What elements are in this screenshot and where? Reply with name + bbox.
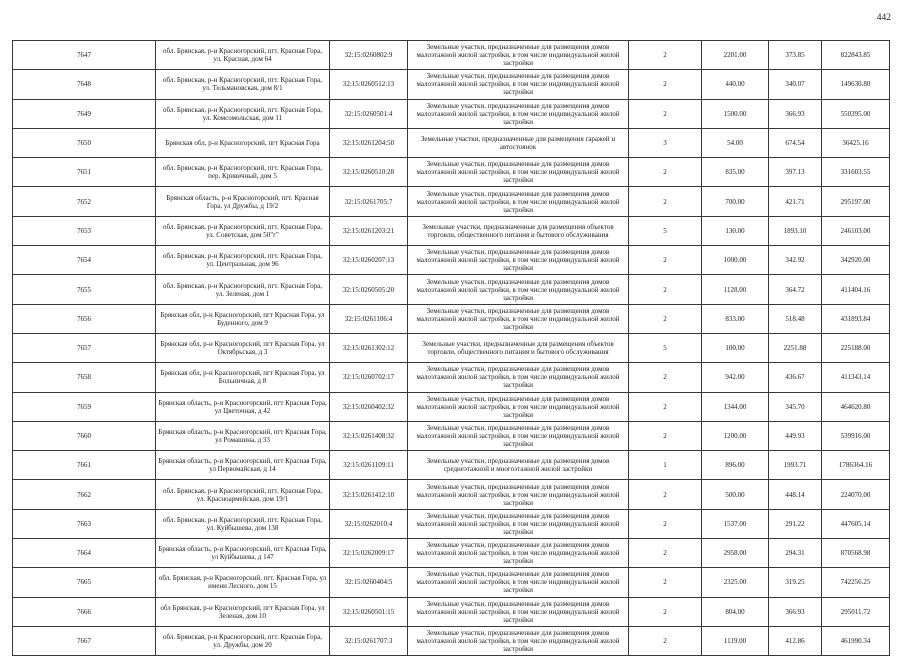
cadastral-value-cell: 225188.00	[822, 333, 890, 362]
area-cell: 1119.00	[702, 626, 769, 655]
address-cell: обл. Брянская, р-н Красногорский, пгт. Красная Гора, ул имени Лесного, дом 15	[156, 568, 330, 597]
row-number-cell: 7647	[13, 41, 156, 70]
table-row	[13, 41, 890, 70]
group-cell: 2	[629, 626, 702, 655]
group-cell: 2	[629, 480, 702, 509]
cadastral-number-cell: 32:15:0261705:7	[330, 187, 408, 216]
permitted-use-cell: Земельные участки, предназначенные для размещения домов малоэтажной жилой застройки, в том числе индивидуальной жилой застройки	[408, 568, 629, 597]
area-cell: 440.00	[702, 70, 769, 99]
cadastral-number-cell: 32:15:0262009:17	[330, 539, 408, 568]
area-cell: 100.00	[702, 333, 769, 362]
unit-cost-cell: 342.92	[769, 246, 822, 275]
permitted-use-cell: Земельные участки, предназначенные для размещения домов малоэтажной жилой застройки, в том числе индивидуальной жилой застройки	[408, 158, 629, 187]
address-cell: обл. Брянская, р-н Красногорский, пгт. Красная Гора, ул. Красноармейская, дом 19/1	[156, 480, 330, 509]
row-number-cell: 7655	[13, 275, 156, 304]
row-number-cell: 7663	[13, 509, 156, 538]
address-cell: обл. Брянская, р-н Красногорский, пгт. Красная Гора, ул. Дружбы, дом 20	[156, 626, 330, 655]
group-cell: 2	[629, 568, 702, 597]
cadastral-value-cell: 742256.25	[822, 568, 890, 597]
row-number-cell: 7661	[13, 451, 156, 480]
cadastral-value-table	[12, 40, 890, 656]
address-cell: Брянская обл, р-н Красногорский, пгт Красная Гора, ул Октябрьская, д 3	[156, 333, 330, 362]
cadastral-number-cell: 32:15:0260505:20	[330, 275, 408, 304]
row-number-cell: 7658	[13, 363, 156, 392]
group-cell: 2	[629, 509, 702, 538]
permitted-use-cell: Земельные участки, предназначенные для размещения домов малоэтажной жилой застройки, в том числе индивидуальной жилой застройки	[408, 421, 629, 450]
group-cell: 2	[629, 41, 702, 70]
address-cell: обл. Брянская, р-н Красногорский, пгт. Красная Гора, ул. Зеленая, дом 1	[156, 275, 330, 304]
address-cell: обл. Брянская, р-н Красногорский, пгт. Красная Гора, ул. Тельмановская, дом 8/1	[156, 70, 330, 99]
cadastral-number-cell: 32:15:0261707:3	[330, 626, 408, 655]
row-number-cell: 7666	[13, 597, 156, 626]
address-cell: обл. Брянская, р-н Красногорский, пгт. Красная Гора, ул. Советская, дом 50"г"	[156, 216, 330, 245]
row-number-cell: 7657	[13, 333, 156, 362]
group-cell: 3	[629, 128, 702, 157]
area-cell: 2201.00	[702, 41, 769, 70]
cadastral-number-cell: 32:15:0260207:13	[330, 246, 408, 275]
cadastral-number-cell: 32:15:0261203:21	[330, 216, 408, 245]
permitted-use-cell: Земельные участки, предназначенные для размещения домов малоэтажной жилой застройки, в том числе индивидуальной жилой застройки	[408, 597, 629, 626]
area-cell: 130.00	[702, 216, 769, 245]
group-cell: 2	[629, 275, 702, 304]
area-cell: 700.00	[702, 187, 769, 216]
unit-cost-cell: 294.31	[769, 539, 822, 568]
group-cell: 2	[629, 363, 702, 392]
area-cell: 2325.00	[702, 568, 769, 597]
table-row	[13, 70, 890, 99]
table-row	[13, 128, 890, 157]
permitted-use-cell: Земельные участки, предназначенные для размещения домов малоэтажной жилой застройки, в том числе индивидуальной жилой застройки	[408, 480, 629, 509]
cadastral-number-cell: 32:15:0261106:4	[330, 304, 408, 333]
unit-cost-cell: 373.85	[769, 41, 822, 70]
group-cell: 5	[629, 216, 702, 245]
table-row	[13, 480, 890, 509]
row-number-cell: 7650	[13, 128, 156, 157]
cadastral-number-cell: 32:15:0260510:28	[330, 158, 408, 187]
cadastral-number-cell: 32:15:0261412:10	[330, 480, 408, 509]
address-cell: Брянская обл, р-н Красногорский, пгт Красная Гора, ул Буденного, дом 9	[156, 304, 330, 333]
permitted-use-cell: Земельные участки, предназначенные для размещения домов малоэтажной жилой застройки, в том числе индивидуальной жилой застройки	[408, 99, 629, 128]
cadastral-value-cell: 149630.80	[822, 70, 890, 99]
cadastral-value-cell: 461990.34	[822, 626, 890, 655]
address-cell: Брянская область, р-н Красногорский, пгт Красная Гора, ул Первомайская, д 14	[156, 451, 330, 480]
permitted-use-cell: Земельные участки, предназначенные для размещения объектов торговли, общественного питания и бытового обслуживания	[408, 333, 629, 362]
cadastral-value-cell: 224070.00	[822, 480, 890, 509]
cadastral-number-cell: 32:15:0261408:32	[330, 421, 408, 450]
area-cell: 896.00	[702, 451, 769, 480]
permitted-use-cell: Земельные участки, предназначенные для размещения домов малоэтажной жилой застройки, в том числе индивидуальной жилой застройки	[408, 392, 629, 421]
unit-cost-cell: 345.70	[769, 392, 822, 421]
table-row	[13, 304, 890, 333]
address-cell: Брянская обл, р-н Красногорский, пгт Красная Гора, ул Больничная, д 8	[156, 363, 330, 392]
cadastral-value-cell: 870568.98	[822, 539, 890, 568]
permitted-use-cell: Земельные участки, предназначенные для размещения гаражей и автостоянок	[408, 128, 629, 157]
address-cell: обл. Брянская, р-н Красногорский, пгт. Красная Гора, ул. Красная, дом 64	[156, 41, 330, 70]
unit-cost-cell: 436.67	[769, 363, 822, 392]
area-cell: 54.00	[702, 128, 769, 157]
cadastral-value-cell: 822843.85	[822, 41, 890, 70]
table-row	[13, 421, 890, 450]
permitted-use-cell: Земельные участки, предназначенные для размещения домов малоэтажной жилой застройки, в том числе индивидуальной жилой застройки	[408, 187, 629, 216]
cadastral-number-cell: 32:15:0262010:4	[330, 509, 408, 538]
row-number-cell: 7667	[13, 626, 156, 655]
area-cell: 1000.00	[702, 246, 769, 275]
area-cell: 500.00	[702, 480, 769, 509]
cadastral-value-cell: 295011.72	[822, 597, 890, 626]
cadastral-value-cell: 295197.00	[822, 187, 890, 216]
permitted-use-cell: Земельные участки, предназначенные для размещения домов среднеэтажной и многоэтажной жилой застройки	[408, 451, 629, 480]
unit-cost-cell: 412.86	[769, 626, 822, 655]
table-row	[13, 626, 890, 655]
permitted-use-cell: Земельные участки, предназначенные для размещения домов малоэтажной жилой застройки, в том числе индивидуальной жилой застройки	[408, 41, 629, 70]
area-cell: 1344.00	[702, 392, 769, 421]
area-cell: 2958.00	[702, 539, 769, 568]
unit-cost-cell: 2251.88	[769, 333, 822, 362]
unit-cost-cell: 340.07	[769, 70, 822, 99]
unit-cost-cell: 397.13	[769, 158, 822, 187]
cadastral-value-cell: 342920.00	[822, 246, 890, 275]
row-number-cell: 7651	[13, 158, 156, 187]
table-row	[13, 597, 890, 626]
area-cell: 804.00	[702, 597, 769, 626]
area-cell: 1537.00	[702, 509, 769, 538]
unit-cost-cell: 674.54	[769, 128, 822, 157]
address-cell: Брянская область, р-н Красногорский, пгт Красная Гора, ул Куйбышева, д 147	[156, 539, 330, 568]
permitted-use-cell: Земельные участки, предназначенные для размещения домов малоэтажной жилой застройки, в том числе индивидуальной жилой застройки	[408, 275, 629, 304]
row-number-cell: 7662	[13, 480, 156, 509]
group-cell: 2	[629, 187, 702, 216]
cadastral-number-cell: 32:15:0261204:50	[330, 128, 408, 157]
group-cell: 2	[629, 539, 702, 568]
group-cell: 2	[629, 421, 702, 450]
area-cell: 833.00	[702, 304, 769, 333]
cadastral-value-cell: 539916.00	[822, 421, 890, 450]
address-cell: обл. Брянская, р-н Красногорский, пгт. Красная Гора, пер. Кривичный, дом 5	[156, 158, 330, 187]
address-cell: Брянская область, р-н Красногорский, пгт Красная Гора, ул Цветочная, д 42	[156, 392, 330, 421]
row-number-cell: 7659	[13, 392, 156, 421]
row-number-cell: 7653	[13, 216, 156, 245]
address-cell: обл. Брянская, р-н Красногорский, пгт. Красная Гора, ул. Куйбышева, дом 138	[156, 509, 330, 538]
cadastral-value-cell: 1786364.16	[822, 451, 890, 480]
row-number-cell: 7648	[13, 70, 156, 99]
group-cell: 2	[629, 597, 702, 626]
table-row	[13, 568, 890, 597]
unit-cost-cell: 1993.71	[769, 451, 822, 480]
table-row	[13, 539, 890, 568]
area-cell: 835.00	[702, 158, 769, 187]
unit-cost-cell: 449.93	[769, 421, 822, 450]
cadastral-number-cell: 32:15:0260802:9	[330, 41, 408, 70]
permitted-use-cell: Земельные участки, предназначенные для размещения домов малоэтажной жилой застройки, в том числе индивидуальной жилой застройки	[408, 304, 629, 333]
table-row	[13, 275, 890, 304]
address-cell: обл. Брянская, р-н Красногорский, пгт. Красная Гора, ул. Комсомольская, дом 11	[156, 99, 330, 128]
area-cell: 942.00	[702, 363, 769, 392]
cadastral-number-cell: 32:15:0260404:5	[330, 568, 408, 597]
group-cell: 2	[629, 246, 702, 275]
unit-cost-cell: 366.93	[769, 99, 822, 128]
row-number-cell: 7652	[13, 187, 156, 216]
address-cell: обл. Брянская, р-н Красногорский, пгт. Красная Гора, ул. Центральная, дом 96	[156, 246, 330, 275]
unit-cost-cell: 448.14	[769, 480, 822, 509]
address-cell: Брянская область, р-н Красногорский, пгт Красная Гора, ул Ромашина, д 33	[156, 421, 330, 450]
cadastral-value-cell: 411343.14	[822, 363, 890, 392]
permitted-use-cell: Земельные участки, предназначенные для размещения домов малоэтажной жилой застройки, в том числе индивидуальной жилой застройки	[408, 70, 629, 99]
row-number-cell: 7664	[13, 539, 156, 568]
group-cell: 2	[629, 158, 702, 187]
permitted-use-cell: Земельные участки, предназначенные для размещения домов малоэтажной жилой застройки, в том числе индивидуальной жилой застройки	[408, 509, 629, 538]
table-row	[13, 509, 890, 538]
cadastral-number-cell: 32:15:0260402:32	[330, 392, 408, 421]
table-body	[13, 41, 890, 656]
cadastral-number-cell: 32:15:0260702:17	[330, 363, 408, 392]
cadastral-number-cell: 32:15:0260512:13	[330, 70, 408, 99]
cadastral-number-cell: 32:15:0260501:4	[330, 99, 408, 128]
table-row	[13, 187, 890, 216]
permitted-use-cell: Земельные участки, предназначенные для размещения домов малоэтажной жилой застройки, в том числе индивидуальной жилой застройки	[408, 539, 629, 568]
group-cell: 2	[629, 99, 702, 128]
address-cell: обл Брянская, р-н Красногорский, пгт Красная Гора, ул Зеленая, дом 10	[156, 597, 330, 626]
row-number-cell: 7656	[13, 304, 156, 333]
area-cell: 1500.00	[702, 99, 769, 128]
cadastral-number-cell: 32:15:0261109:11	[330, 451, 408, 480]
table-row	[13, 246, 890, 275]
unit-cost-cell: 421.71	[769, 187, 822, 216]
permitted-use-cell: Земельные участки, предназначенные для размещения домов малоэтажной жилой застройки, в том числе индивидуальной жилой застройки	[408, 246, 629, 275]
permitted-use-cell: Земельные участки, предназначенные для размещения домов малоэтажной жилой застройки, в том числе индивидуальной жилой застройки	[408, 626, 629, 655]
group-cell: 5	[629, 333, 702, 362]
unit-cost-cell: 364.72	[769, 275, 822, 304]
row-number-cell: 7649	[13, 99, 156, 128]
group-cell: 1	[629, 451, 702, 480]
area-cell: 1128.00	[702, 275, 769, 304]
cadastral-value-cell: 36425.16	[822, 128, 890, 157]
unit-cost-cell: 319.25	[769, 568, 822, 597]
cadastral-value-cell: 550395.00	[822, 99, 890, 128]
group-cell: 2	[629, 392, 702, 421]
unit-cost-cell: 291.22	[769, 509, 822, 538]
cadastral-number-cell: 32:15:0261302:12	[330, 333, 408, 362]
table-row	[13, 451, 890, 480]
unit-cost-cell: 366.93	[769, 597, 822, 626]
table-row	[13, 392, 890, 421]
table-row	[13, 99, 890, 128]
cadastral-value-cell: 447605.14	[822, 509, 890, 538]
cadastral-value-cell: 246103.00	[822, 216, 890, 245]
unit-cost-cell: 1893.10	[769, 216, 822, 245]
row-number-cell: 7654	[13, 246, 156, 275]
address-cell: Брянская обл, р-н Красногорский, пгт Красная Гора	[156, 128, 330, 157]
address-cell: Брянская область, р-н Красногорский, пгт. Красная Гора, ул Дружбы, д 19/2	[156, 187, 330, 216]
cadastral-value-cell: 331603.55	[822, 158, 890, 187]
cadastral-number-cell: 32:15:0260501:15	[330, 597, 408, 626]
permitted-use-cell: Земельные участки, предназначенные для размещения объектов торговли, общественного питания и бытового обслуживания	[408, 216, 629, 245]
table-row	[13, 216, 890, 245]
table-row	[13, 158, 890, 187]
row-number-cell: 7660	[13, 421, 156, 450]
row-number-cell: 7665	[13, 568, 156, 597]
page-number: 442	[876, 13, 891, 23]
cadastral-value-cell: 464620.80	[822, 392, 890, 421]
area-cell: 1200.00	[702, 421, 769, 450]
group-cell: 2	[629, 70, 702, 99]
permitted-use-cell: Земельные участки, предназначенные для размещения домов малоэтажной жилой застройки, в том числе индивидуальной жилой застройки	[408, 363, 629, 392]
unit-cost-cell: 518.48	[769, 304, 822, 333]
cadastral-value-cell: 411404.16	[822, 275, 890, 304]
cadastral-value-cell: 431893.84	[822, 304, 890, 333]
table-row	[13, 363, 890, 392]
table-row	[13, 333, 890, 362]
group-cell: 2	[629, 304, 702, 333]
